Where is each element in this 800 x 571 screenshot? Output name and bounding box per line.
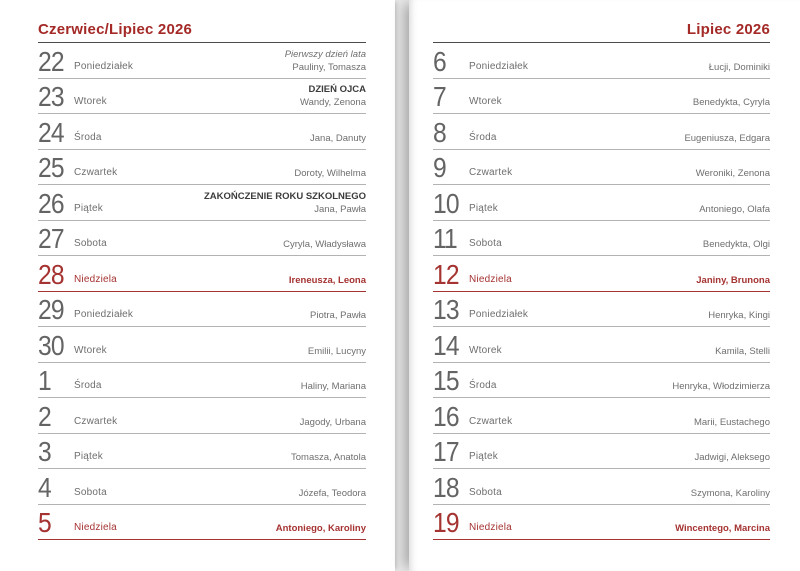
day-number: 18 — [433, 471, 459, 503]
name-days: Antoniego, Olafa — [699, 203, 770, 215]
day-number: 3 — [38, 436, 51, 467]
day-annotations — [696, 167, 770, 180]
day-number: 16 — [433, 400, 459, 432]
day-number: 30 — [38, 329, 64, 361]
calendar-day-row — [433, 434, 770, 470]
calendar-day-row — [433, 114, 770, 150]
day-annotations — [694, 451, 770, 464]
day-rows — [433, 43, 770, 540]
weekday-label: Sobota — [469, 238, 502, 249]
holiday-note: DZIEŃ OJCA — [308, 84, 366, 95]
calendar-day-row — [38, 221, 366, 257]
name-days: Łucji, Dominiki — [708, 61, 770, 73]
planner-page-left — [0, 0, 395, 571]
name-days: Eugeniusza, Edgara — [684, 132, 770, 144]
calendar-day-row — [38, 469, 366, 505]
day-number: 28 — [38, 258, 64, 290]
day-number: 1 — [38, 365, 51, 396]
day-number: 27 — [38, 223, 64, 254]
day-number: 6 — [433, 45, 446, 77]
day-annotations — [703, 238, 770, 251]
calendar-day-row — [433, 79, 770, 115]
name-days: Szymona, Karoliny — [690, 487, 770, 499]
day-number: 22 — [38, 45, 64, 77]
day-annotations — [308, 345, 366, 358]
page-title: Czerwiec/Lipiec 2026 — [38, 21, 193, 38]
weekday-label: Czwartek — [74, 167, 118, 178]
calendar-day-row — [433, 43, 770, 79]
weekday-label: Niedziela — [74, 522, 117, 533]
name-days: Henryka, Włodzimierza — [672, 381, 770, 392]
name-days: Józefa, Teodora — [298, 487, 366, 499]
day-number: 4 — [38, 471, 51, 503]
day-number: 9 — [433, 152, 446, 183]
calendar-day-row — [433, 292, 770, 328]
day-annotations — [294, 167, 366, 180]
name-days: Henryka, Kingi — [708, 310, 770, 321]
calendar-day-row — [433, 221, 770, 257]
calendar-day-row — [433, 363, 770, 399]
weekday-label: Piątek — [74, 451, 103, 462]
calendar-day-row — [433, 185, 770, 221]
day-annotations — [283, 238, 366, 251]
calendar-day-row — [38, 256, 366, 292]
day-annotations — [289, 274, 366, 287]
name-days: Benedykta, Olgi — [702, 239, 770, 250]
calendar-day-row — [433, 469, 770, 505]
day-number: 5 — [38, 507, 51, 538]
calendar-day-row — [38, 292, 366, 328]
calendar-day-row — [38, 150, 366, 186]
day-number: 7 — [433, 81, 446, 112]
calendar-day-row — [433, 256, 770, 292]
day-annotations — [699, 203, 770, 216]
holiday-note: Pierwszy dzień lata — [284, 48, 366, 60]
day-annotations — [276, 522, 366, 535]
weekday-label: Wtorek — [74, 96, 107, 107]
name-days: Doroty, Wilhelma — [294, 168, 366, 179]
name-days: Benedykta, Cyryla — [692, 97, 770, 108]
day-annotations — [691, 487, 770, 500]
calendar-day-row — [433, 150, 770, 186]
calendar-day-row — [38, 505, 366, 541]
day-annotations — [204, 190, 366, 216]
name-days: Wincentego, Marcina — [675, 523, 770, 534]
planner-page-right — [409, 0, 800, 571]
name-days: Jana, Pawła — [314, 203, 366, 215]
calendar-day-row — [38, 43, 366, 79]
name-days: Jagody, Urbana — [299, 416, 366, 428]
weekday-label: Środa — [469, 131, 497, 143]
name-days: Jana, Danuty — [310, 132, 366, 144]
day-annotations — [708, 309, 770, 322]
day-number: 29 — [38, 294, 64, 325]
name-days: Ireneusza, Leona — [288, 274, 366, 286]
name-days: Wandy, Zenona — [299, 97, 366, 108]
calendar-day-row — [433, 327, 770, 363]
page-title: Lipiec 2026 — [686, 21, 770, 38]
day-number: 2 — [38, 400, 51, 432]
day-rows — [38, 43, 366, 540]
weekday-label: Sobota — [74, 486, 107, 498]
calendar-day-row — [38, 114, 366, 150]
weekday-label: Piątek — [469, 202, 498, 214]
day-number: 25 — [38, 152, 64, 183]
weekday-label: Środa — [469, 380, 497, 391]
day-annotations — [285, 48, 366, 74]
weekday-label: Środa — [74, 380, 102, 391]
name-days: Kamila, Stelli — [715, 345, 770, 357]
day-annotations — [299, 487, 366, 500]
weekday-label: Poniedziałek — [469, 309, 529, 320]
weekday-label: Poniedziałek — [74, 309, 134, 320]
holiday-note: ZAKOŃCZENIE ROKU SZKOLNEGO — [203, 190, 366, 202]
calendar-day-row — [38, 363, 366, 399]
weekday-label: Czwartek — [469, 167, 513, 178]
day-annotations — [693, 96, 770, 109]
weekday-label: Środa — [74, 131, 102, 143]
day-annotations — [310, 309, 366, 322]
name-days: Weroniki, Zenona — [695, 168, 770, 179]
day-number: 13 — [433, 294, 459, 325]
weekday-label: Czwartek — [469, 415, 513, 427]
weekday-label: Niedziela — [74, 273, 117, 285]
day-number: 8 — [433, 116, 446, 148]
weekday-label: Niedziela — [469, 273, 512, 285]
day-annotations — [684, 132, 770, 145]
weekday-label: Sobota — [469, 486, 502, 498]
day-annotations — [709, 61, 770, 74]
page-header — [38, 0, 366, 43]
name-days: Cyryla, Władysława — [283, 239, 366, 250]
calendar-day-row — [433, 398, 770, 434]
weekday-label: Sobota — [74, 238, 107, 249]
day-number: 10 — [433, 187, 459, 219]
calendar-day-row — [38, 185, 366, 221]
weekday-label: Piątek — [74, 202, 103, 214]
name-days: Janiny, Brunona — [696, 274, 770, 286]
day-annotations — [301, 380, 366, 393]
day-number: 24 — [38, 116, 64, 148]
calendar-day-row — [38, 434, 366, 470]
calendar-day-row — [38, 327, 366, 363]
name-days: Emilii, Lucyny — [307, 345, 366, 357]
day-annotations — [694, 416, 770, 429]
day-number: 17 — [433, 436, 459, 467]
name-days: Haliny, Mariana — [300, 381, 366, 392]
day-annotations — [291, 451, 366, 464]
weekday-label: Niedziela — [469, 522, 512, 533]
day-annotations — [696, 274, 770, 287]
weekday-label: Poniedziałek — [74, 60, 134, 72]
day-number: 12 — [433, 258, 459, 290]
day-number: 26 — [38, 187, 64, 219]
calendar-day-row — [38, 398, 366, 434]
name-days: Tomasza, Anatola — [291, 452, 366, 463]
name-days: Piotra, Pawła — [310, 310, 366, 321]
day-annotations — [310, 132, 366, 145]
day-number: 23 — [38, 81, 64, 112]
calendar-day-row — [433, 505, 770, 541]
page-header — [433, 0, 770, 43]
weekday-label: Poniedziałek — [469, 60, 529, 72]
weekday-label: Czwartek — [74, 415, 118, 427]
day-annotations — [300, 416, 366, 429]
name-days: Marii, Eustachego — [693, 416, 770, 428]
day-annotations — [300, 83, 366, 109]
weekday-label: Wtorek — [469, 344, 502, 356]
day-annotations — [675, 522, 770, 535]
day-number: 19 — [433, 507, 459, 538]
name-days: Antoniego, Karoliny — [275, 523, 366, 534]
weekday-label: Wtorek — [74, 344, 107, 356]
weekday-label: Piątek — [469, 451, 498, 462]
name-days: Jadwigi, Aleksego — [694, 452, 770, 463]
weekday-label: Wtorek — [469, 96, 502, 107]
day-annotations — [715, 345, 770, 358]
name-days: Pauliny, Tomasza — [292, 61, 366, 73]
day-annotations — [672, 380, 770, 393]
calendar-day-row — [38, 79, 366, 115]
day-number: 15 — [433, 365, 459, 396]
day-number: 14 — [433, 329, 459, 361]
day-number: 11 — [433, 223, 457, 254]
